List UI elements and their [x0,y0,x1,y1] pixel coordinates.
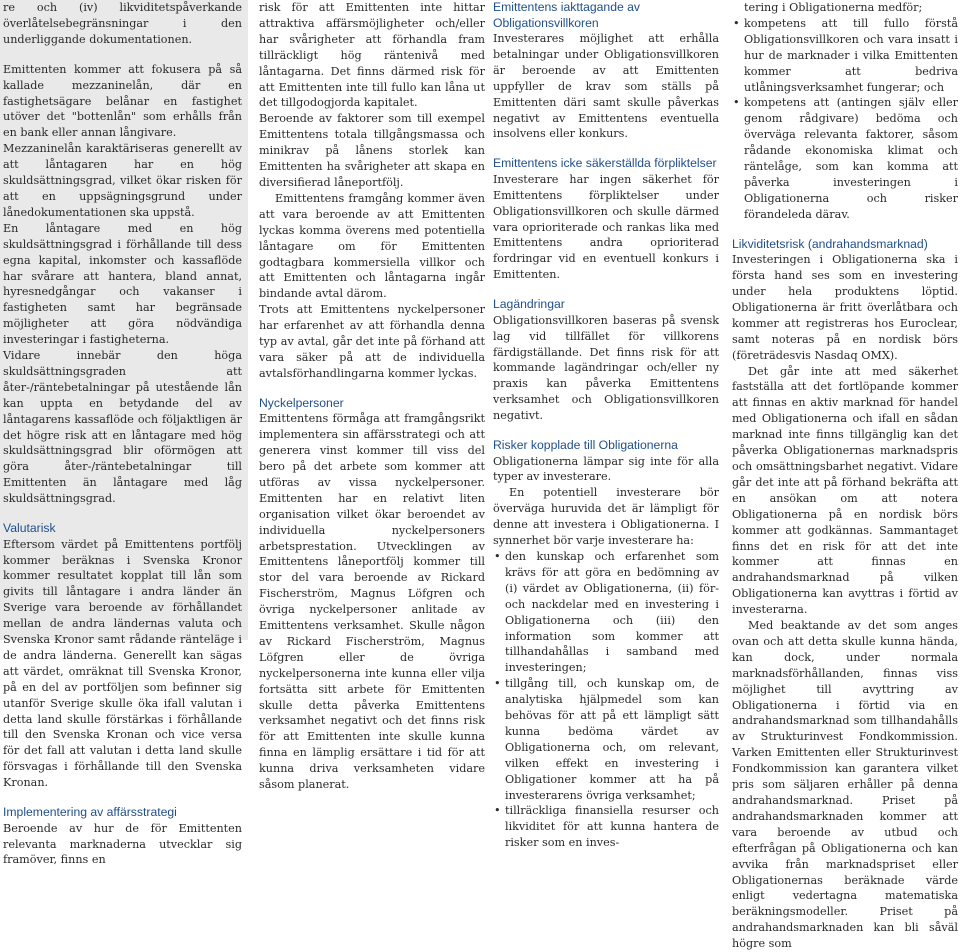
paragraph: Det går inte att med säkerhet fastställa att det fortlöpande kommer att finnas en aktiv marknad för handel med Obligationerna och ifall en sådan marknad inte finns tillgänglig kan det påverka Obligationernas marknadspris och omsättningsbarhet negativt. Vidare går det inte att på förhand bekräfta att en ansökan om att notera Obligationerna på en nordisk börs kommer att godkännas. Sammantaget finns det en risk för att det inte kommer att finnas en andrahandsmarknad på vilken Obligationerna kan avyttras i förtid av investerarna. [732,364,958,617]
list-item-text: kompetens att till fullo förstå Obligationsvillkoren och vara insatt i hur de marknader i vilka Emittenten kommer att bedriva utlåningsverksamhet fungerar; och [744,16,958,94]
list-item [493,549,719,676]
paragraph: Mezzaninelån karaktäriseras generellt av att låntagaren har en hög skuldsättningsgrad, vilket ökar risken för att en uppsägningsgrund under lånedokumentationen ska uppstå. [3,142,242,219]
paragraph: En låntagare med en hög skuldsättningsgrad i förhållande till dess egna kapital, inkomster och kassaflöde har svårare att hantera, bland annat, hyresnedgångar och vakanser i fastigheten samt har begränsade möjligheter att göra nödvändiga investeringar i fastigheterna. [3,221,242,347]
section-heading: Valutarisk [3,521,56,536]
left-column [0,0,248,867]
list-item-continuation: tering i Obligationerna medför; [744,1,923,14]
section-heading: Risker kopplade till Obligationerna [493,438,678,453]
paragraph: Emittentens framgång kommer även att vara beroende av att Emittenten lyckas komma överens med potentiella låntagare om för Emittenten godtagbara kommersiella villkor och att Emittenten och låntagarna ingår bindande avtal därom. [259,191,485,301]
paragraph: Obligationsvillkoren baseras på svensk lag vid tillfället för villkorens färdigställande. Det finns risk för att kommande lagändringar och/eller ny praxis kan påverka Emittentens verksamhet och Obligationsvillkoren negativt. [493,313,719,423]
bullet-icon: • [733,96,740,110]
section-heading: Emittentens iakttagande av Obligationsvillkoren [493,0,641,30]
second-column [259,0,485,793]
paragraph: En potentiell investerare bör överväga huruvida det är lämpligt för denne att investera i Obligationerna. I synnerhet bör varje investerare ha: [493,486,719,548]
section-heading: Lagändringar [493,297,565,312]
list-item-text: kompetens att (antingen själv eller genom rådgivare) bedöma och överväga relevanta faktorer, såsom rådande ekonomiska klimat och räntelåge, som kan komma att påverka investeringen i Obligationerna och risker förandeleda därav. [744,96,958,221]
paragraph: Investerare har ingen säkerhet för Emittentens förpliktelser under Obligationsvillkoren och skulle därmed vara oprioriterade och rankas lika med Emittentens andra oprioriterad fordringar vid en eventuell konkurs i Emittenten. [493,172,719,282]
third-column [493,0,719,851]
paragraph: Emittenten kommer att fokusera på så kallade mezzaninelån, där en fastighetsägare belånar en fastighet utöver det "bottenlån" som erhålls från en bank eller annan långivare. [3,62,242,140]
paragraph: Vidare innebär den höga skuldsättningsgraden att åter-/räntebetalningar på utestående lån kan uppta en betydande del av låntagarens kassaflöde och följaktligen är det högre risk att en låntagare med hög skuldsättningsgrad blir oförmögen att göra åter-/räntebetalningar till Emittenten än låntagare med låg skuldsättningsgrad. [3,349,242,506]
paragraph: risk för att Emittenten inte hittar attraktiva affärsmöjligheter och/eller har svårigheter att förhandla fram tillräckligt hög räntenivå med låntagarna. Det finns därmed risk för att Emittenten inte till fullo kan låna ut det tillgodogjorda kapitalet. [259,1,485,110]
paragraph: Trots att Emittentens nyckelpersoner har erfarenhet av att förhandla denna typ av avtal, går det inte på förhand att vara säker på att de individuella avtalsförhandlingarna kommer lyckas. [259,303,485,380]
paragraph: Eftersom värdet på Emittentens portfölj kommer beräknas i Svenska Kronor kommer resultatet kopplat till lån som givits till låntagare i andra länder än Sverige vara beroende av förhållandet mellan de andra ländernas valuta och Svenska Kronor samt rådande ränteläge i de andra länderna. Generellt kan sägas att värdet, omräknat till Svenska Kronor, på en del av portföljen som befinner sig utanför Sverige skulle öka ifall valutan i detta land skulle förstärkas i förhållande till den Svenska Kronan och vice versa för det fall att valutan i detta land skulle försvagas i förhållande till den Svenska Kronan. [3,537,242,790]
paragraph: re och (iv) likviditetspåverkande överlåtelsebegränsningar i den underliggande dokumentationen. [3,1,242,46]
bullet-list [732,16,958,223]
list-item [732,16,958,96]
list-item [493,676,719,803]
section-heading: Nyckelpersoner [259,395,344,410]
list-item-text: tillräckliga finansiella resurser och likviditet för att kunna hantera de risker som en inves- [505,804,719,850]
list-item-text: den kunskap och erfarenhet som krävs för att göra en bedömning av (i) värdet av Obligationerna, (ii) för- och nackdelar med en investering i Obligationerna och (iii) den information som kommer att tillhandahållas i samband med investeringen; [505,549,719,675]
list-item [732,95,958,222]
paragraph: Investerares möjlighet att erhålla betalningar under Obligationsvillkoren är beroende av att Emittenten uppfyller de krav som ställs på Emittenten däri samt skulle påverkas negativt av Emittentens eventuella insolvens eller konkurs. [493,32,719,141]
section-heading: Implementering av affärsstrategi [3,805,177,820]
paragraph: Obligationerna lämpar sig inte för alla typer av investerare. [493,454,719,484]
paragraph: Investeringen i Obligationerna ska i första hand ses som en investering under hela produktens löptid. Obligationerna är fritt överlåtbara och kommer att registreras hos Euroclear, samt noteras på en nordisk börs (företrädesvis Nasdaq OMX). [732,253,958,362]
paragraph: Beroende av faktorer som till exempel Emittentens totala tillgångsmassa och minikrav på lånens storlek kan Emittenten ha svårigheter att skapa en diversifierad låneportfölj. [259,112,485,189]
bullet-list [493,549,719,851]
bullet-icon: • [733,16,740,30]
paragraph: Med beaktande av det som anges ovan och att detta skulle kunna hända, kan dock, under normala marknadsförhållanden, finnas viss möjlighet till avyttring av Obligationerna i förtid via en andrahandsmarknad som tillhandahålls av Strukturinvest Fondkommission. Varken Emittenten eller Strukturinvest Fondkommission kan garantera vilket pris som säljaren erhåller på denna andrahandsmarknad. Priset på andrahandsmarknaden kommer att vara beroende av utbud och efterfrågan på Obligationerna och kan avvika från marknadspriset eller Obligationernas beräknade värde enligt vedertagna matematiska beräkningsmodeller. Priset på andrahandsmarknaden kan bli såväl högre som [732,619,958,951]
list-item-text: tillgång till, och kunskap om, de analytiska hjälpmedel som kan behövas för att på ett lämpligt sätt kunna bedöma värdet av Obligationerna och, om relevant, vilken effekt en investering i Obligationer kommer att ha på investerarens övriga verksamhet; [505,677,719,802]
bullet-icon: • [494,804,501,818]
section-heading: Emittentens icke säkerställda förpliktelser [493,156,717,171]
fourth-column [732,0,958,952]
bullet-icon: • [494,549,501,563]
paragraph: Emittentens förmåga att framgångsrikt implementera sin affärsstrategi och att generera vinst kommer till viss del bero på det arbete som kommer att utföras av vissa nyckelpersoner. Emittenten har en relativt liten organisation vilket ökar beroendet av individuella nyckelpersoners arbetsprestation. Utvecklingen av Emittentens låneportfölj kommer till stor del vara beroende av Rickard Fischerström, Magnus Löfgren och övriga nyckelpersoner anlitade av Emittentens verksamhet. Skulle någon av Rickard Fischerström, Magnus Löfgren eller de övriga nyckelpersonerna inte kunna eller vilja fortsätta sitt arbete för Emittenten skulle detta påverka Emittentens verksamhet negativt och det finns risk för att Emittenten inte skulle kunna finna en lämplig ersättare i tid för att kunna driva verksamheten vidare såsom planerat. [259,412,485,792]
list-item [493,803,719,851]
bullet-icon: • [494,677,501,691]
section-heading: Likviditetsrisk (andrahandsmarknad) [732,236,928,251]
paragraph: Beroende av hur de för Emittenten relevanta marknaderna utvecklar sig framöver, finns en [3,821,242,867]
